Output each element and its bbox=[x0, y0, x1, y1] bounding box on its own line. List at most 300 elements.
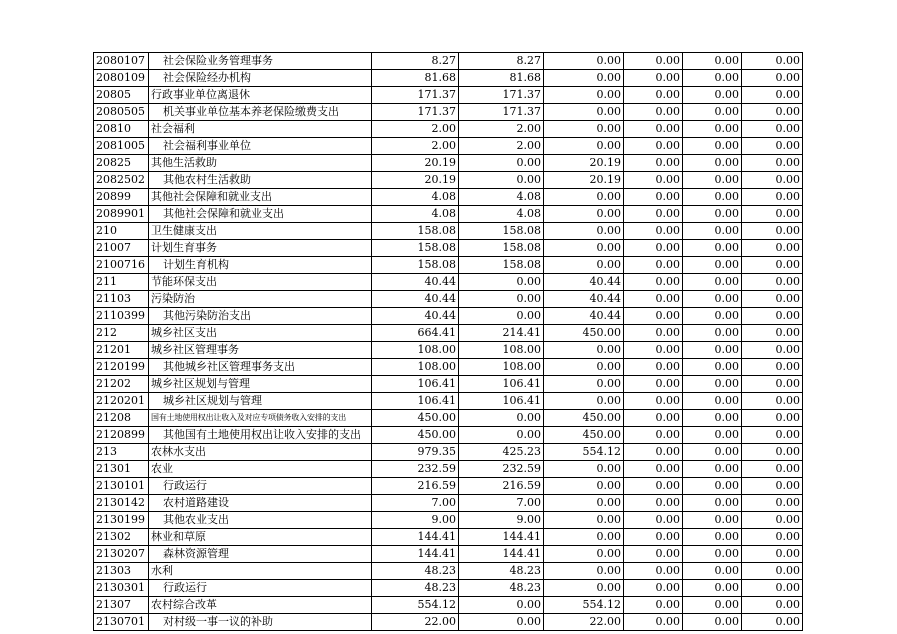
amount-cell-col-4[interactable]: 0.00 bbox=[624, 376, 683, 393]
amount-cell-col-3[interactable]: 450.00 bbox=[544, 325, 624, 342]
amount-cell-col-2[interactable]: 232.59 bbox=[459, 461, 544, 478]
amount-cell-col-1[interactable]: 40.44 bbox=[372, 308, 459, 325]
subject-code-cell[interactable]: 2080505 bbox=[94, 104, 149, 121]
amount-cell-col-5[interactable]: 0.00 bbox=[683, 342, 742, 359]
amount-cell-col-1[interactable]: 81.68 bbox=[372, 70, 459, 87]
amount-cell-col-5[interactable]: 0.00 bbox=[683, 223, 742, 240]
amount-cell-col-3[interactable]: 0.00 bbox=[544, 87, 624, 104]
amount-cell-col-2[interactable]: 171.37 bbox=[459, 87, 544, 104]
amount-cell-col-5[interactable]: 0.00 bbox=[683, 359, 742, 376]
subject-name-cell[interactable]: 其他城乡社区管理事务支出 bbox=[149, 359, 372, 376]
amount-cell-col-2[interactable]: 144.41 bbox=[459, 546, 544, 563]
amount-cell-col-1[interactable]: 4.08 bbox=[372, 189, 459, 206]
amount-cell-col-5[interactable]: 0.00 bbox=[683, 325, 742, 342]
amount-cell-col-6[interactable]: 0.00 bbox=[742, 172, 803, 189]
amount-cell-col-3[interactable]: 0.00 bbox=[544, 563, 624, 580]
subject-name-cell[interactable]: 其他农业支出 bbox=[149, 512, 372, 529]
subject-code-cell[interactable]: 212 bbox=[94, 325, 149, 342]
subject-name-cell[interactable]: 其他农村生活救助 bbox=[149, 172, 372, 189]
subject-code-cell[interactable]: 211 bbox=[94, 274, 149, 291]
amount-cell-col-2[interactable]: 106.41 bbox=[459, 393, 544, 410]
subject-name-cell[interactable]: 机关事业单位基本养老保险缴费支出 bbox=[149, 104, 372, 121]
amount-cell-col-3[interactable]: 0.00 bbox=[544, 376, 624, 393]
subject-code-cell[interactable]: 21103 bbox=[94, 291, 149, 308]
amount-cell-col-1[interactable]: 216.59 bbox=[372, 478, 459, 495]
subject-name-cell[interactable]: 节能环保支出 bbox=[149, 274, 372, 291]
amount-cell-col-3[interactable]: 0.00 bbox=[544, 138, 624, 155]
amount-cell-col-6[interactable]: 0.00 bbox=[742, 461, 803, 478]
amount-cell-col-2[interactable]: 144.41 bbox=[459, 529, 544, 546]
table-row bbox=[94, 478, 803, 495]
amount-cell-col-6[interactable]: 0.00 bbox=[742, 359, 803, 376]
amount-cell-col-5[interactable]: 0.00 bbox=[683, 308, 742, 325]
subject-name-cell[interactable]: 城乡社区支出 bbox=[149, 325, 372, 342]
amount-cell-col-1[interactable]: 158.08 bbox=[372, 257, 459, 274]
amount-cell-col-3[interactable]: 0.00 bbox=[544, 546, 624, 563]
amount-cell-col-1[interactable]: 450.00 bbox=[372, 427, 459, 444]
amount-cell-col-6[interactable]: 0.00 bbox=[742, 478, 803, 495]
amount-cell-col-1[interactable]: 22.00 bbox=[372, 614, 459, 631]
amount-cell-col-5[interactable]: 0.00 bbox=[683, 376, 742, 393]
amount-cell-col-6[interactable]: 0.00 bbox=[742, 104, 803, 121]
amount-cell-col-1[interactable]: 48.23 bbox=[372, 580, 459, 597]
subject-name-cell[interactable]: 农村综合改革 bbox=[149, 597, 372, 614]
subject-name-cell[interactable]: 计划生育事务 bbox=[149, 240, 372, 257]
amount-cell-col-4[interactable]: 0.00 bbox=[624, 70, 683, 87]
amount-cell-col-5[interactable]: 0.00 bbox=[683, 240, 742, 257]
subject-code-cell[interactable]: 2120201 bbox=[94, 393, 149, 410]
amount-cell-col-2[interactable]: 0.00 bbox=[459, 172, 544, 189]
amount-cell-col-2[interactable]: 0.00 bbox=[459, 155, 544, 172]
amount-cell-col-3[interactable]: 0.00 bbox=[544, 359, 624, 376]
amount-cell-col-4[interactable]: 0.00 bbox=[624, 155, 683, 172]
amount-cell-col-3[interactable]: 0.00 bbox=[544, 53, 624, 70]
amount-cell-col-4[interactable]: 0.00 bbox=[624, 495, 683, 512]
amount-cell-col-1[interactable]: 664.41 bbox=[372, 325, 459, 342]
table-row bbox=[94, 410, 803, 427]
amount-cell-col-2[interactable]: 2.00 bbox=[459, 138, 544, 155]
amount-cell-col-6[interactable]: 0.00 bbox=[742, 495, 803, 512]
table-row bbox=[94, 104, 803, 121]
amount-cell-col-3[interactable]: 0.00 bbox=[544, 580, 624, 597]
amount-cell-col-1[interactable]: 106.41 bbox=[372, 393, 459, 410]
table-row bbox=[94, 393, 803, 410]
amount-cell-col-1[interactable]: 40.44 bbox=[372, 274, 459, 291]
amount-cell-col-3[interactable]: 20.19 bbox=[544, 172, 624, 189]
amount-cell-col-3[interactable]: 0.00 bbox=[544, 478, 624, 495]
amount-cell-col-3[interactable]: 0.00 bbox=[544, 240, 624, 257]
subject-code-cell[interactable]: 2130142 bbox=[94, 495, 149, 512]
amount-cell-col-4[interactable]: 0.00 bbox=[624, 189, 683, 206]
amount-cell-col-3[interactable]: 0.00 bbox=[544, 70, 624, 87]
subject-code-cell[interactable]: 20899 bbox=[94, 189, 149, 206]
amount-cell-col-6[interactable]: 0.00 bbox=[742, 393, 803, 410]
subject-name-cell[interactable]: 农村道路建设 bbox=[149, 495, 372, 512]
subject-name-cell[interactable]: 森林资源管理 bbox=[149, 546, 372, 563]
amount-cell-col-5[interactable]: 0.00 bbox=[683, 495, 742, 512]
amount-cell-col-5[interactable]: 0.00 bbox=[683, 257, 742, 274]
amount-cell-col-4[interactable]: 0.00 bbox=[624, 308, 683, 325]
table-row bbox=[94, 70, 803, 87]
amount-cell-col-1[interactable]: 108.00 bbox=[372, 359, 459, 376]
amount-cell-col-2[interactable]: 81.68 bbox=[459, 70, 544, 87]
amount-cell-col-6[interactable]: 0.00 bbox=[742, 53, 803, 70]
amount-cell-col-4[interactable]: 0.00 bbox=[624, 393, 683, 410]
amount-cell-col-6[interactable]: 0.00 bbox=[742, 376, 803, 393]
amount-cell-col-1[interactable]: 108.00 bbox=[372, 342, 459, 359]
amount-cell-col-6[interactable]: 0.00 bbox=[742, 274, 803, 291]
amount-cell-col-3[interactable]: 22.00 bbox=[544, 614, 624, 631]
subject-code-cell[interactable]: 2089901 bbox=[94, 206, 149, 223]
amount-cell-col-5[interactable]: 0.00 bbox=[683, 478, 742, 495]
amount-cell-col-2[interactable]: 48.23 bbox=[459, 563, 544, 580]
amount-cell-col-2[interactable]: 2.00 bbox=[459, 121, 544, 138]
amount-cell-col-1[interactable]: 106.41 bbox=[372, 376, 459, 393]
subject-name-cell[interactable]: 卫生健康支出 bbox=[149, 223, 372, 240]
amount-cell-col-6[interactable]: 0.00 bbox=[742, 240, 803, 257]
table-row bbox=[94, 580, 803, 597]
budget-table bbox=[93, 52, 803, 631]
amount-cell-col-2[interactable]: 0.00 bbox=[459, 597, 544, 614]
amount-cell-col-1[interactable]: 7.00 bbox=[372, 495, 459, 512]
amount-cell-col-6[interactable]: 0.00 bbox=[742, 87, 803, 104]
amount-cell-col-6[interactable]: 0.00 bbox=[742, 70, 803, 87]
amount-cell-col-1[interactable]: 158.08 bbox=[372, 223, 459, 240]
amount-cell-col-2[interactable]: 214.41 bbox=[459, 325, 544, 342]
amount-cell-col-5[interactable]: 0.00 bbox=[683, 444, 742, 461]
amount-cell-col-4[interactable]: 0.00 bbox=[624, 529, 683, 546]
amount-cell-col-3[interactable]: 0.00 bbox=[544, 461, 624, 478]
subject-code-cell[interactable]: 2130301 bbox=[94, 580, 149, 597]
amount-cell-col-4[interactable]: 0.00 bbox=[624, 563, 683, 580]
amount-cell-col-2[interactable]: 171.37 bbox=[459, 104, 544, 121]
amount-cell-col-2[interactable]: 158.08 bbox=[459, 223, 544, 240]
amount-cell-col-5[interactable]: 0.00 bbox=[683, 155, 742, 172]
amount-cell-col-1[interactable]: 40.44 bbox=[372, 291, 459, 308]
subject-name-cell[interactable]: 社会保险经办机构 bbox=[149, 70, 372, 87]
amount-cell-col-4[interactable]: 0.00 bbox=[624, 325, 683, 342]
table-row bbox=[94, 512, 803, 529]
subject-name-cell[interactable]: 农业 bbox=[149, 461, 372, 478]
amount-cell-col-4[interactable]: 0.00 bbox=[624, 223, 683, 240]
amount-cell-col-5[interactable]: 0.00 bbox=[683, 461, 742, 478]
amount-cell-col-4[interactable]: 0.00 bbox=[624, 104, 683, 121]
amount-cell-col-3[interactable]: 0.00 bbox=[544, 512, 624, 529]
table-row bbox=[94, 121, 803, 138]
table-row bbox=[94, 546, 803, 563]
table-row bbox=[94, 189, 803, 206]
subject-code-cell[interactable]: 21202 bbox=[94, 376, 149, 393]
subject-name-cell[interactable]: 社会福利 bbox=[149, 121, 372, 138]
amount-cell-col-5[interactable]: 0.00 bbox=[683, 427, 742, 444]
amount-cell-col-1[interactable]: 171.37 bbox=[372, 87, 459, 104]
amount-cell-col-3[interactable]: 0.00 bbox=[544, 529, 624, 546]
amount-cell-col-2[interactable]: 7.00 bbox=[459, 495, 544, 512]
amount-cell-col-4[interactable]: 0.00 bbox=[624, 274, 683, 291]
amount-cell-col-5[interactable]: 0.00 bbox=[683, 512, 742, 529]
amount-cell-col-3[interactable]: 450.00 bbox=[544, 427, 624, 444]
amount-cell-col-5[interactable]: 0.00 bbox=[683, 87, 742, 104]
amount-cell-col-1[interactable]: 2.00 bbox=[372, 121, 459, 138]
amount-cell-col-4[interactable]: 0.00 bbox=[624, 257, 683, 274]
amount-cell-col-4[interactable]: 0.00 bbox=[624, 342, 683, 359]
subject-name-cell[interactable]: 行政事业单位离退休 bbox=[149, 87, 372, 104]
table-row bbox=[94, 257, 803, 274]
subject-name-cell[interactable]: 其他国有土地使用权出让收入安排的支出 bbox=[149, 427, 372, 444]
amount-cell-col-1[interactable]: 232.59 bbox=[372, 461, 459, 478]
amount-cell-col-1[interactable]: 9.00 bbox=[372, 512, 459, 529]
amount-cell-col-2[interactable]: 158.08 bbox=[459, 240, 544, 257]
amount-cell-col-1[interactable]: 171.37 bbox=[372, 104, 459, 121]
amount-cell-col-6[interactable]: 0.00 bbox=[742, 529, 803, 546]
amount-cell-col-2[interactable]: 4.08 bbox=[459, 189, 544, 206]
amount-cell-col-4[interactable]: 0.00 bbox=[624, 240, 683, 257]
table-row bbox=[94, 376, 803, 393]
amount-cell-col-3[interactable]: 0.00 bbox=[544, 393, 624, 410]
amount-cell-col-6[interactable]: 0.00 bbox=[742, 342, 803, 359]
amount-cell-col-5[interactable]: 0.00 bbox=[683, 529, 742, 546]
subject-code-cell[interactable]: 20825 bbox=[94, 155, 149, 172]
subject-code-cell[interactable]: 213 bbox=[94, 444, 149, 461]
amount-cell-col-4[interactable]: 0.00 bbox=[624, 172, 683, 189]
subject-name-cell[interactable]: 水利 bbox=[149, 563, 372, 580]
amount-cell-col-2[interactable]: 425.23 bbox=[459, 444, 544, 461]
subject-code-cell[interactable]: 2080107 bbox=[94, 53, 149, 70]
table-row bbox=[94, 138, 803, 155]
amount-cell-col-2[interactable]: 0.00 bbox=[459, 308, 544, 325]
table-row bbox=[94, 359, 803, 376]
amount-cell-col-5[interactable]: 0.00 bbox=[683, 580, 742, 597]
subject-name-cell[interactable]: 行政运行 bbox=[149, 580, 372, 597]
subject-code-cell[interactable]: 21007 bbox=[94, 240, 149, 257]
subject-code-cell[interactable]: 2100716 bbox=[94, 257, 149, 274]
amount-cell-col-6[interactable]: 0.00 bbox=[742, 410, 803, 427]
amount-cell-col-4[interactable]: 0.00 bbox=[624, 206, 683, 223]
amount-cell-col-2[interactable]: 108.00 bbox=[459, 342, 544, 359]
subject-name-cell[interactable]: 社会保险业务管理事务 bbox=[149, 53, 372, 70]
amount-cell-col-1[interactable]: 144.41 bbox=[372, 546, 459, 563]
amount-cell-col-3[interactable]: 0.00 bbox=[544, 495, 624, 512]
amount-cell-col-4[interactable]: 0.00 bbox=[624, 53, 683, 70]
subject-name-cell[interactable]: 计划生育机构 bbox=[149, 257, 372, 274]
amount-cell-col-5[interactable]: 0.00 bbox=[683, 563, 742, 580]
subject-code-cell[interactable]: 21208 bbox=[94, 410, 149, 427]
amount-cell-col-3[interactable]: 0.00 bbox=[544, 257, 624, 274]
subject-name-cell[interactable]: 农林水支出 bbox=[149, 444, 372, 461]
subject-name-cell[interactable]: 行政运行 bbox=[149, 478, 372, 495]
amount-cell-col-6[interactable]: 0.00 bbox=[742, 580, 803, 597]
table-row bbox=[94, 444, 803, 461]
subject-name-cell[interactable]: 对村级一事一议的补助 bbox=[149, 614, 372, 631]
amount-cell-col-6[interactable]: 0.00 bbox=[742, 546, 803, 563]
amount-cell-col-2[interactable]: 0.00 bbox=[459, 291, 544, 308]
table-row bbox=[94, 206, 803, 223]
subject-name-cell[interactable]: 其他污染防治支出 bbox=[149, 308, 372, 325]
amount-cell-col-4[interactable]: 0.00 bbox=[624, 614, 683, 631]
amount-cell-col-5[interactable]: 0.00 bbox=[683, 104, 742, 121]
amount-cell-col-4[interactable]: 0.00 bbox=[624, 87, 683, 104]
amount-cell-col-3[interactable]: 0.00 bbox=[544, 189, 624, 206]
subject-name-cell[interactable]: 其他社会保障和就业支出 bbox=[149, 189, 372, 206]
amount-cell-col-6[interactable]: 0.00 bbox=[742, 427, 803, 444]
amount-cell-col-2[interactable]: 158.08 bbox=[459, 257, 544, 274]
amount-cell-col-6[interactable]: 0.00 bbox=[742, 325, 803, 342]
table-row bbox=[94, 427, 803, 444]
amount-cell-col-3[interactable]: 0.00 bbox=[544, 223, 624, 240]
amount-cell-col-2[interactable]: 106.41 bbox=[459, 376, 544, 393]
amount-cell-col-6[interactable]: 0.00 bbox=[742, 563, 803, 580]
subject-name-cell[interactable]: 社会福利事业单位 bbox=[149, 138, 372, 155]
amount-cell-col-4[interactable]: 0.00 bbox=[624, 580, 683, 597]
amount-cell-col-2[interactable]: 0.00 bbox=[459, 427, 544, 444]
table-row bbox=[94, 223, 803, 240]
amount-cell-col-4[interactable]: 0.00 bbox=[624, 444, 683, 461]
amount-cell-col-6[interactable]: 0.00 bbox=[742, 155, 803, 172]
subject-name-cell[interactable]: 城乡社区规划与管理 bbox=[149, 393, 372, 410]
subject-name-cell[interactable]: 污染防治 bbox=[149, 291, 372, 308]
table-row bbox=[94, 291, 803, 308]
amount-cell-col-5[interactable]: 0.00 bbox=[683, 291, 742, 308]
amount-cell-col-5[interactable]: 0.00 bbox=[683, 121, 742, 138]
amount-cell-col-1[interactable]: 450.00 bbox=[372, 410, 459, 427]
subject-code-cell[interactable]: 20805 bbox=[94, 87, 149, 104]
amount-cell-col-1[interactable]: 979.35 bbox=[372, 444, 459, 461]
amount-cell-col-6[interactable]: 0.00 bbox=[742, 614, 803, 631]
amount-cell-col-5[interactable]: 0.00 bbox=[683, 546, 742, 563]
subject-name-cell[interactable]: 其他社会保障和就业支出 bbox=[149, 206, 372, 223]
amount-cell-col-3[interactable]: 0.00 bbox=[544, 206, 624, 223]
subject-code-cell[interactable]: 2130101 bbox=[94, 478, 149, 495]
subject-code-cell[interactable]: 21307 bbox=[94, 597, 149, 614]
subject-code-cell[interactable]: 2080109 bbox=[94, 70, 149, 87]
amount-cell-col-4[interactable]: 0.00 bbox=[624, 461, 683, 478]
amount-cell-col-3[interactable]: 0.00 bbox=[544, 104, 624, 121]
amount-cell-col-5[interactable]: 0.00 bbox=[683, 274, 742, 291]
amount-cell-col-6[interactable]: 0.00 bbox=[742, 206, 803, 223]
amount-cell-col-6[interactable]: 0.00 bbox=[742, 257, 803, 274]
subject-code-cell[interactable]: 2082502 bbox=[94, 172, 149, 189]
amount-cell-col-4[interactable]: 0.00 bbox=[624, 410, 683, 427]
amount-cell-col-5[interactable]: 0.00 bbox=[683, 138, 742, 155]
amount-cell-col-3[interactable]: 0.00 bbox=[544, 342, 624, 359]
amount-cell-col-6[interactable]: 0.00 bbox=[742, 308, 803, 325]
amount-cell-col-2[interactable]: 48.23 bbox=[459, 580, 544, 597]
amount-cell-col-3[interactable]: 554.12 bbox=[544, 444, 624, 461]
amount-cell-col-3[interactable]: 0.00 bbox=[544, 121, 624, 138]
amount-cell-col-2[interactable]: 0.00 bbox=[459, 274, 544, 291]
amount-cell-col-6[interactable]: 0.00 bbox=[742, 444, 803, 461]
amount-cell-col-5[interactable]: 0.00 bbox=[683, 206, 742, 223]
subject-code-cell[interactable]: 21301 bbox=[94, 461, 149, 478]
subject-code-cell[interactable]: 21302 bbox=[94, 529, 149, 546]
budget-table-body bbox=[94, 53, 803, 631]
subject-code-cell[interactable]: 2120899 bbox=[94, 427, 149, 444]
amount-cell-col-5[interactable]: 0.00 bbox=[683, 393, 742, 410]
amount-cell-col-6[interactable]: 0.00 bbox=[742, 121, 803, 138]
amount-cell-col-3[interactable]: 40.44 bbox=[544, 291, 624, 308]
amount-cell-col-4[interactable]: 0.00 bbox=[624, 291, 683, 308]
subject-name-cell[interactable]: 其他生活救助 bbox=[149, 155, 372, 172]
amount-cell-col-5[interactable]: 0.00 bbox=[683, 172, 742, 189]
amount-cell-col-3[interactable]: 20.19 bbox=[544, 155, 624, 172]
amount-cell-col-1[interactable]: 554.12 bbox=[372, 597, 459, 614]
table-row bbox=[94, 325, 803, 342]
amount-cell-col-4[interactable]: 0.00 bbox=[624, 597, 683, 614]
subject-name-cell[interactable]: 林业和草原 bbox=[149, 529, 372, 546]
amount-cell-col-4[interactable]: 0.00 bbox=[624, 478, 683, 495]
amount-cell-col-6[interactable]: 0.00 bbox=[742, 138, 803, 155]
subject-code-cell[interactable]: 2130207 bbox=[94, 546, 149, 563]
amount-cell-col-1[interactable]: 2.00 bbox=[372, 138, 459, 155]
table-row bbox=[94, 240, 803, 257]
table-row bbox=[94, 172, 803, 189]
table-row bbox=[94, 274, 803, 291]
table-row bbox=[94, 614, 803, 631]
subject-code-cell[interactable]: 210 bbox=[94, 223, 149, 240]
amount-cell-col-2[interactable]: 216.59 bbox=[459, 478, 544, 495]
amount-cell-col-1[interactable]: 4.08 bbox=[372, 206, 459, 223]
subject-code-cell[interactable]: 2081005 bbox=[94, 138, 149, 155]
amount-cell-col-1[interactable]: 158.08 bbox=[372, 240, 459, 257]
amount-cell-col-6[interactable]: 0.00 bbox=[742, 597, 803, 614]
amount-cell-col-3[interactable]: 40.44 bbox=[544, 308, 624, 325]
amount-cell-col-3[interactable]: 40.44 bbox=[544, 274, 624, 291]
amount-cell-col-2[interactable]: 8.27 bbox=[459, 53, 544, 70]
subject-code-cell[interactable]: 21303 bbox=[94, 563, 149, 580]
amount-cell-col-2[interactable]: 108.00 bbox=[459, 359, 544, 376]
amount-cell-col-5[interactable]: 0.00 bbox=[683, 70, 742, 87]
amount-cell-col-1[interactable]: 48.23 bbox=[372, 563, 459, 580]
amount-cell-col-6[interactable]: 0.00 bbox=[742, 223, 803, 240]
subject-code-cell[interactable]: 2130199 bbox=[94, 512, 149, 529]
amount-cell-col-5[interactable]: 0.00 bbox=[683, 597, 742, 614]
amount-cell-col-2[interactable]: 0.00 bbox=[459, 410, 544, 427]
subject-code-cell[interactable]: 21201 bbox=[94, 342, 149, 359]
amount-cell-col-6[interactable]: 0.00 bbox=[742, 512, 803, 529]
table-row bbox=[94, 495, 803, 512]
amount-cell-col-2[interactable]: 4.08 bbox=[459, 206, 544, 223]
amount-cell-col-4[interactable]: 0.00 bbox=[624, 121, 683, 138]
subject-name-cell[interactable]: 国有土地使用权出让收入及对应专项债务收入安排的支出 bbox=[149, 410, 372, 427]
amount-cell-col-6[interactable]: 0.00 bbox=[742, 291, 803, 308]
subject-code-cell[interactable]: 2110399 bbox=[94, 308, 149, 325]
amount-cell-col-6[interactable]: 0.00 bbox=[742, 189, 803, 206]
amount-cell-col-1[interactable]: 8.27 bbox=[372, 53, 459, 70]
amount-cell-col-4[interactable]: 0.00 bbox=[624, 138, 683, 155]
amount-cell-col-4[interactable]: 0.00 bbox=[624, 512, 683, 529]
subject-code-cell[interactable]: 2130701 bbox=[94, 614, 149, 631]
amount-cell-col-1[interactable]: 20.19 bbox=[372, 172, 459, 189]
subject-name-cell[interactable]: 城乡社区规划与管理 bbox=[149, 376, 372, 393]
amount-cell-col-4[interactable]: 0.00 bbox=[624, 546, 683, 563]
amount-cell-col-4[interactable]: 0.00 bbox=[624, 359, 683, 376]
amount-cell-col-5[interactable]: 0.00 bbox=[683, 189, 742, 206]
subject-name-cell[interactable]: 城乡社区管理事务 bbox=[149, 342, 372, 359]
amount-cell-col-5[interactable]: 0.00 bbox=[683, 53, 742, 70]
subject-code-cell[interactable]: 20810 bbox=[94, 121, 149, 138]
amount-cell-col-1[interactable]: 144.41 bbox=[372, 529, 459, 546]
amount-cell-col-2[interactable]: 9.00 bbox=[459, 512, 544, 529]
amount-cell-col-4[interactable]: 0.00 bbox=[624, 427, 683, 444]
amount-cell-col-3[interactable]: 554.12 bbox=[544, 597, 624, 614]
amount-cell-col-5[interactable]: 0.00 bbox=[683, 614, 742, 631]
amount-cell-col-3[interactable]: 450.00 bbox=[544, 410, 624, 427]
subject-code-cell[interactable]: 2120199 bbox=[94, 359, 149, 376]
table-row bbox=[94, 155, 803, 172]
amount-cell-col-5[interactable]: 0.00 bbox=[683, 410, 742, 427]
amount-cell-col-2[interactable]: 0.00 bbox=[459, 614, 544, 631]
amount-cell-col-1[interactable]: 20.19 bbox=[372, 155, 459, 172]
